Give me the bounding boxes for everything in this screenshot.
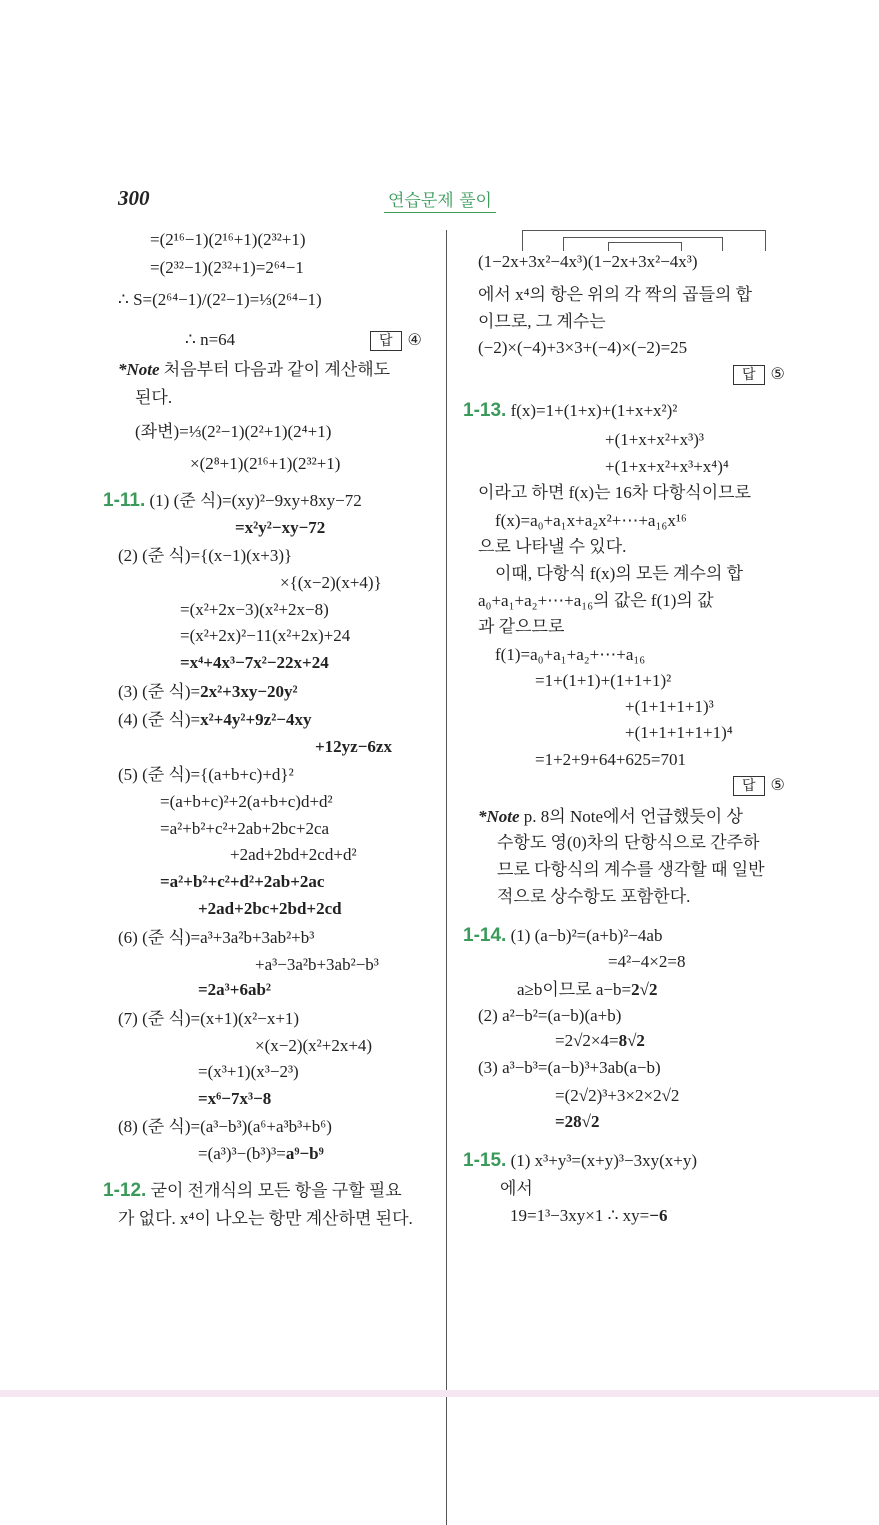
text: −6 bbox=[649, 1206, 668, 1225]
text: (4) (준 식)= bbox=[118, 710, 201, 729]
text-line: +2ad+2bc+2bd+2cd bbox=[198, 899, 342, 918]
text: a⁹−b⁹ bbox=[285, 1144, 324, 1163]
problem-number: 1-13. bbox=[463, 400, 507, 421]
text-line: +(1+1+1+1)³ bbox=[625, 697, 714, 716]
text-line: ∴ S=(2⁶⁴−1)/(2²−1)=⅓(2⁶⁴−1) bbox=[118, 290, 322, 309]
problem-number: 1-14. bbox=[463, 925, 507, 946]
text-line: 이때, 다항식 f(x)의 모든 계수의 합 bbox=[495, 564, 744, 583]
text-line: 에서 x⁴의 항은 위의 각 짝의 곱들의 합 bbox=[478, 285, 753, 304]
text-line: =(x²+2x)²−11(x²+2x)+24 bbox=[180, 626, 351, 645]
text-line: +2ad+2bd+2cd+d² bbox=[230, 845, 357, 864]
note-line bbox=[118, 359, 390, 381]
text: =(a³)³−(b³)³= bbox=[198, 1144, 286, 1163]
note-text: p. 8의 Note에서 언급했듯이 상 bbox=[523, 807, 743, 826]
text-line: =(x³+1)(x³−2³) bbox=[198, 1062, 299, 1081]
text-line bbox=[118, 709, 311, 731]
text-line: =(2³²−1)(2³²+1)=2⁶⁴−1 bbox=[150, 258, 304, 277]
note-line bbox=[478, 806, 743, 828]
answer-box: 답 bbox=[733, 365, 765, 385]
text-line: 수항도 영(0)차의 단항식으로 간주하 bbox=[497, 833, 760, 852]
problem-line bbox=[103, 490, 362, 512]
text-line: =2a³+6ab² bbox=[198, 980, 272, 999]
text-line: 이라고 하면 f(x)는 16차 다항식이므로 bbox=[478, 483, 751, 502]
problem-number: 1-11. bbox=[103, 490, 146, 511]
answer-value: ⑤ bbox=[770, 777, 785, 794]
text-line: ×(2⁸+1)(2¹⁶+1)(2³²+1) bbox=[190, 454, 341, 473]
text: (1) (a−b)²=(a+b)²−4ab bbox=[510, 926, 663, 945]
text-line: ×{(x−2)(x+4)} bbox=[280, 573, 382, 592]
problem-number: 1-12. bbox=[103, 1180, 147, 1201]
note-label: *Note bbox=[118, 360, 160, 379]
text-line: =4²−4×2=8 bbox=[608, 952, 686, 971]
answer-value: ⑤ bbox=[770, 366, 785, 383]
answer-box: 답 bbox=[733, 776, 765, 796]
text-line: =(x²+2x−3)(x²+2x−8) bbox=[180, 600, 329, 619]
problem-line bbox=[103, 1180, 402, 1202]
problem-number: 1-15. bbox=[463, 1150, 507, 1171]
text-line: (좌변)=⅓(2²−1)(2²+1)(2⁴+1) bbox=[135, 422, 332, 441]
text-line: =a²+b²+c²+2ab+2bc+2ca bbox=[160, 819, 330, 838]
text-line bbox=[198, 1143, 324, 1165]
text-line bbox=[510, 1205, 667, 1227]
text-line: 이므로, 그 계수는 bbox=[478, 312, 606, 331]
pairing-bracket-inner bbox=[608, 242, 682, 251]
text-line: 으로 나타낼 수 있다. bbox=[478, 537, 627, 556]
problem-line bbox=[463, 400, 677, 422]
text-line: =(2¹⁶−1)(2¹⁶+1)(2³²+1) bbox=[150, 230, 306, 249]
answer-mark bbox=[733, 364, 785, 385]
text-line: (2) a²−b²=(a−b)(a+b) bbox=[478, 1006, 622, 1025]
text-line: 므로 다항식의 계수를 생각할 때 일반 bbox=[497, 860, 765, 879]
text: (3) (준 식)= bbox=[118, 682, 201, 701]
text-line: +(1+x+x²+x³+x⁴)⁴ bbox=[605, 457, 729, 476]
answer-value: ④ bbox=[407, 332, 422, 349]
text: 19=1³−3xy×1 ∴ xy= bbox=[510, 1206, 650, 1225]
text-line: +(1+1+1+1+1)⁴ bbox=[625, 723, 733, 742]
answer-mark bbox=[370, 330, 422, 351]
text-line: (6) (준 식)=a³+3a²b+3ab²+b³ bbox=[118, 928, 315, 947]
problem-line bbox=[463, 1150, 697, 1172]
text-line: 된다. bbox=[135, 388, 173, 407]
column-divider bbox=[446, 230, 447, 1525]
text: f(x)=1+(1+x)+(1+x+x²)² bbox=[510, 401, 678, 420]
text-line: =x⁴+4x³−7x²−22x+24 bbox=[180, 653, 329, 672]
text: (1) x³+y³=(x+y)³−3xy(x+y) bbox=[510, 1151, 698, 1170]
section-title: 연습문제 풀이 bbox=[384, 186, 496, 213]
text-line: 에서 bbox=[500, 1179, 533, 1198]
note-label: *Note bbox=[478, 807, 520, 826]
text-line: (−2)×(−4)+3×3+(−4)×(−2)=25 bbox=[478, 338, 688, 357]
text: a≥b이므로 a−b= bbox=[517, 980, 632, 999]
text-line: =28√2 bbox=[555, 1112, 600, 1131]
bottom-edge-strip bbox=[0, 1390, 879, 1397]
text-line: =1+(1+1)+(1+1+1)² bbox=[535, 671, 672, 690]
text-line: =(2√2)³+3×2×2√2 bbox=[555, 1086, 680, 1105]
text-line bbox=[517, 979, 657, 1001]
text: 2x²+3xy−20y² bbox=[200, 682, 298, 701]
text-line: 과 같으므로 bbox=[478, 617, 565, 636]
text-line: a₀+a₁+a₂+⋯+a₁₆의 값은 f(1)의 값 bbox=[478, 591, 714, 610]
text-line: +(1+x+x²+x³)³ bbox=[605, 430, 704, 449]
text-line: 적으로 상수항도 포함한다. bbox=[497, 887, 691, 906]
text: x²+4y²+9z²−4xy bbox=[200, 710, 312, 729]
text-line bbox=[555, 1030, 645, 1052]
page-number: 300 bbox=[118, 186, 150, 210]
text-line: =1+2+9+64+625=701 bbox=[535, 750, 687, 769]
text-line: +12yz−6zx bbox=[315, 737, 392, 756]
text-line: (7) (준 식)=(x+1)(x²−x+1) bbox=[118, 1009, 300, 1028]
problem-line bbox=[463, 925, 662, 947]
text: =2√2×4= bbox=[555, 1031, 619, 1050]
text-line: (5) (준 식)={(a+b+c)+d}² bbox=[118, 765, 294, 784]
text: 2√2 bbox=[631, 980, 658, 999]
text: (1) (준 식)=(xy)²−9xy+8xy−72 bbox=[149, 491, 362, 510]
answer-mark bbox=[733, 775, 785, 796]
text-line: 가 없다. x⁴이 나오는 항만 계산하면 된다. bbox=[118, 1209, 413, 1228]
text-line: ×(x−2)(x²+2x+4) bbox=[255, 1036, 373, 1055]
text: 굳이 전개식의 모든 항을 구할 필요 bbox=[150, 1181, 402, 1200]
text-line: (8) (준 식)=(a³−b³)(a⁶+a³b³+b⁶) bbox=[118, 1117, 332, 1136]
text-line: (2) (준 식)={(x−1)(x+3)} bbox=[118, 546, 293, 565]
text-line bbox=[118, 681, 298, 703]
text-line: =x²y²−xy−72 bbox=[235, 518, 326, 537]
text-line: +a³−3a²b+3ab²−b³ bbox=[255, 955, 379, 974]
text-line: ∴ n=64 bbox=[185, 330, 236, 349]
text: 8√2 bbox=[618, 1031, 645, 1050]
note-text: 처음부터 다음과 같이 계산해도 bbox=[163, 360, 391, 379]
text-line: =(a+b+c)²+2(a+b+c)d+d² bbox=[160, 792, 333, 811]
answer-box: 답 bbox=[370, 331, 402, 351]
text-line: =a²+b²+c²+d²+2ab+2ac bbox=[160, 872, 325, 891]
text-line: =x⁶−7x³−8 bbox=[198, 1089, 272, 1108]
text-line: f(1)=a₀+a₁+a₂+⋯+a₁₆ bbox=[495, 645, 646, 664]
text-line: (1−2x+3x²−4x³)(1−2x+3x²−4x³) bbox=[478, 252, 698, 271]
text-line: f(x)=a₀+a₁x+a₂x²+⋯+a₁₆x¹⁶ bbox=[495, 511, 687, 530]
text-line: (3) a³−b³=(a−b)³+3ab(a−b) bbox=[478, 1058, 661, 1077]
